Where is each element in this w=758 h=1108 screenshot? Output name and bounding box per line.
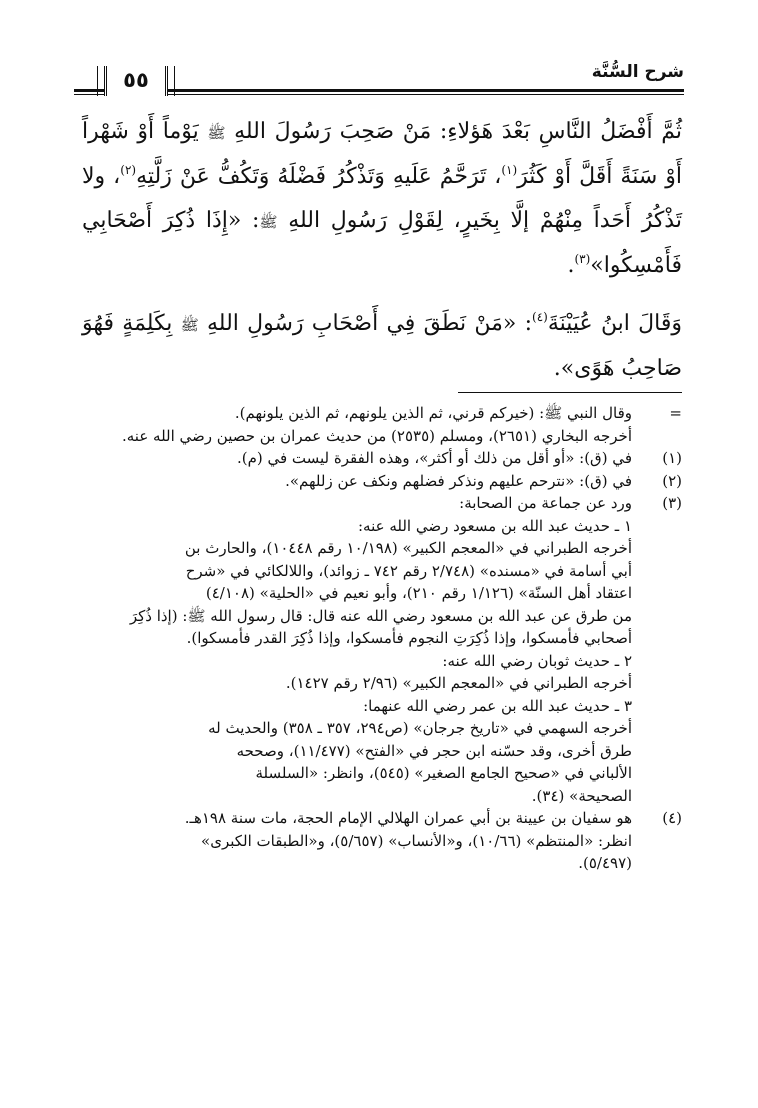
text-segment: . — [567, 253, 575, 278]
footnote-line: ٢ ـ حديث ثوبان رضي الله عنه: — [442, 651, 632, 670]
text-segment: : «إِذَا ذُكِرَ أَصْحَابِي فَأَمْسِكُوا» — [82, 208, 682, 278]
footnote-line: في (ق): «أو أقل من ذلك أو أكثر»، وهذه الفقرة ليست في (م). — [236, 449, 632, 467]
footnote-body — [82, 492, 632, 807]
footnote-body — [82, 402, 632, 447]
footnote-line: ٣ ـ حديث عبد الله بن عمر رضي الله عنهما: — [363, 696, 632, 715]
text-segment: وَقَالَ ابنُ عُيَيْنَةَ — [547, 311, 683, 336]
footnote-ref-4[interactable]: (٤) — [532, 310, 548, 324]
main-paragraph-1 — [82, 110, 682, 288]
footnote-line: الصحيحة» (٣٤). — [531, 786, 632, 805]
footnote-ref-2[interactable]: (٢) — [120, 163, 137, 177]
footnote-line: ١ ـ حديث عبد الله بن مسعود رضي الله عنه: — [358, 516, 632, 535]
footnote-mark: = — [669, 404, 682, 422]
footnote-1 — [82, 447, 682, 470]
text-segment: ، تَرَحَّمُ عَلَيهِ وَتَذْكُرُ فَضْلَهُ وَتَكُفُّ عَنْ زَلَّتِهِ — [136, 164, 502, 189]
footnote-2 — [82, 470, 682, 493]
footnote-mark: (٤) — [662, 809, 682, 827]
footnote-body — [82, 807, 632, 875]
footnote-separator — [458, 392, 682, 393]
footnote-line: أخرجه الطبراني في «المعجم الكبير» (٢/٩٦ رقم ١٤٢٧). — [285, 674, 632, 692]
salawat-symbol: ﷺ — [180, 316, 199, 334]
footnote-line: وقال النبي ﷺ: (خيركم قرني، ثم الذين يلونهم، ثم الذين يلونهم). — [234, 404, 632, 422]
footnote-mark: (١) — [662, 449, 682, 467]
running-title: شرح السُّنَّة — [586, 60, 684, 84]
footnote-line: من طرق عن عبد الله بن مسعود رضي الله عنه قال: قال رسول الله ﷺ: (إذا ذُكِرَ — [129, 606, 632, 625]
text-segment: ثُمَّ أَفْضَلُ النَّاسِ بَعْدَ هَؤلاءِ: مَنْ صَحِبَ رَسُولَ اللهِ — [225, 119, 682, 144]
text-segment: بِكَلِمَةٍ فَهُوَ صَاحِبُ هَوًى». — [82, 311, 682, 381]
footnote-mark: (٢) — [662, 471, 682, 490]
footnotes — [82, 402, 682, 875]
footnote-line: ورد عن جماعة من الصحابة: — [459, 494, 632, 512]
footnote-line: أخرجه البخاري (٢٦٥١)، ومسلم (٢٥٣٥) من حديث عمران بن حصين رضي الله عنه. — [121, 426, 632, 445]
footnote-line: أخرجه الطبراني في «المعجم الكبير» (١٠/١٩٨ رقم ١٠٤٤٨)، والحارث بن — [184, 539, 632, 557]
footnote-ref-1[interactable]: (١) — [501, 163, 518, 177]
main-paragraph-2 — [82, 302, 682, 391]
footnote-continuation — [82, 402, 682, 447]
text-segment: ، ولا تَذْكُرُ أَحَداً مِنْهُمْ إلَّا بِخَيرٍ، لِقَوْلِ رَسُولِ اللهِ — [82, 164, 682, 233]
footnote-line: أصحابي فأمسكوا، وإذا ذُكِرَتِ النجوم فأمسكوا، وإذا ذُكِرَ القدر فأمسكوا). — [186, 629, 632, 647]
page-header — [74, 62, 684, 96]
footnote-ref-3[interactable]: (٣) — [574, 252, 591, 266]
footnote-line: هو سفيان بن عيينة بن أبي عمران الهلالي الإمام الحجة، مات سنة ١٩٨هـ. — [184, 809, 632, 827]
text-segment: يَوْماً أَوْ شَهْراً أَوْ سَنَةً أَقَلَّ أَوْ كَثُرَ — [82, 119, 682, 189]
footnote-line: (٥/٤٩٧). — [578, 854, 632, 872]
page-number-frame — [104, 66, 168, 96]
salawat-symbol: ﷺ — [259, 213, 278, 231]
footnote-line: أبي أسامة في «مسنده» (٢/٧٤٨ رقم ٧٤٢ ـ زوائد)، واللالكائي في «شرح — [185, 561, 632, 580]
footnote-line: في (ق): «نترحم عليهم ونذكر فضلهم ونكف عن زللهم». — [285, 471, 632, 490]
footnote-line: طرق أخرى، وقد حسّنه ابن حجر في «الفتح» (١١/٤٧٧)، وصححه — [236, 741, 632, 760]
main-text — [82, 110, 682, 391]
page-number: ٥٥ — [123, 68, 149, 92]
footnote-body — [82, 470, 632, 493]
footnote-line: انظر: «المنتظم» (١٠/٦٦)، و«الأنساب» (٥/٦٥٧)، و«الطبقات الكبرى» — [201, 831, 632, 850]
footnote-4 — [82, 807, 682, 875]
text-segment: : «مَنْ نَطَقَ فِي أَصْحَابِ رَسُولِ اللهِ — [198, 311, 533, 336]
footnote-line: أخرجه السهمي في «تاريخ جرجان» (ص٢٩٤، ٣٥٧ ـ ٣٥٨) والحديث له — [208, 719, 632, 737]
footnote-3 — [82, 492, 682, 807]
footnote-mark: (٣) — [662, 494, 682, 512]
footnote-body — [82, 447, 632, 470]
salawat-symbol: ﷺ — [207, 124, 226, 142]
footnote-line: اعتقاد أهل السنّة» (١/١٢٦ رقم ٢١٠)، وأبو نعيم في «الحلية» (٤/١٠٨) — [205, 584, 632, 602]
footnote-line: الألباني في «صحيح الجامع الصغير» (٥٤٥)، وانظر: «السلسلة — [255, 764, 632, 782]
